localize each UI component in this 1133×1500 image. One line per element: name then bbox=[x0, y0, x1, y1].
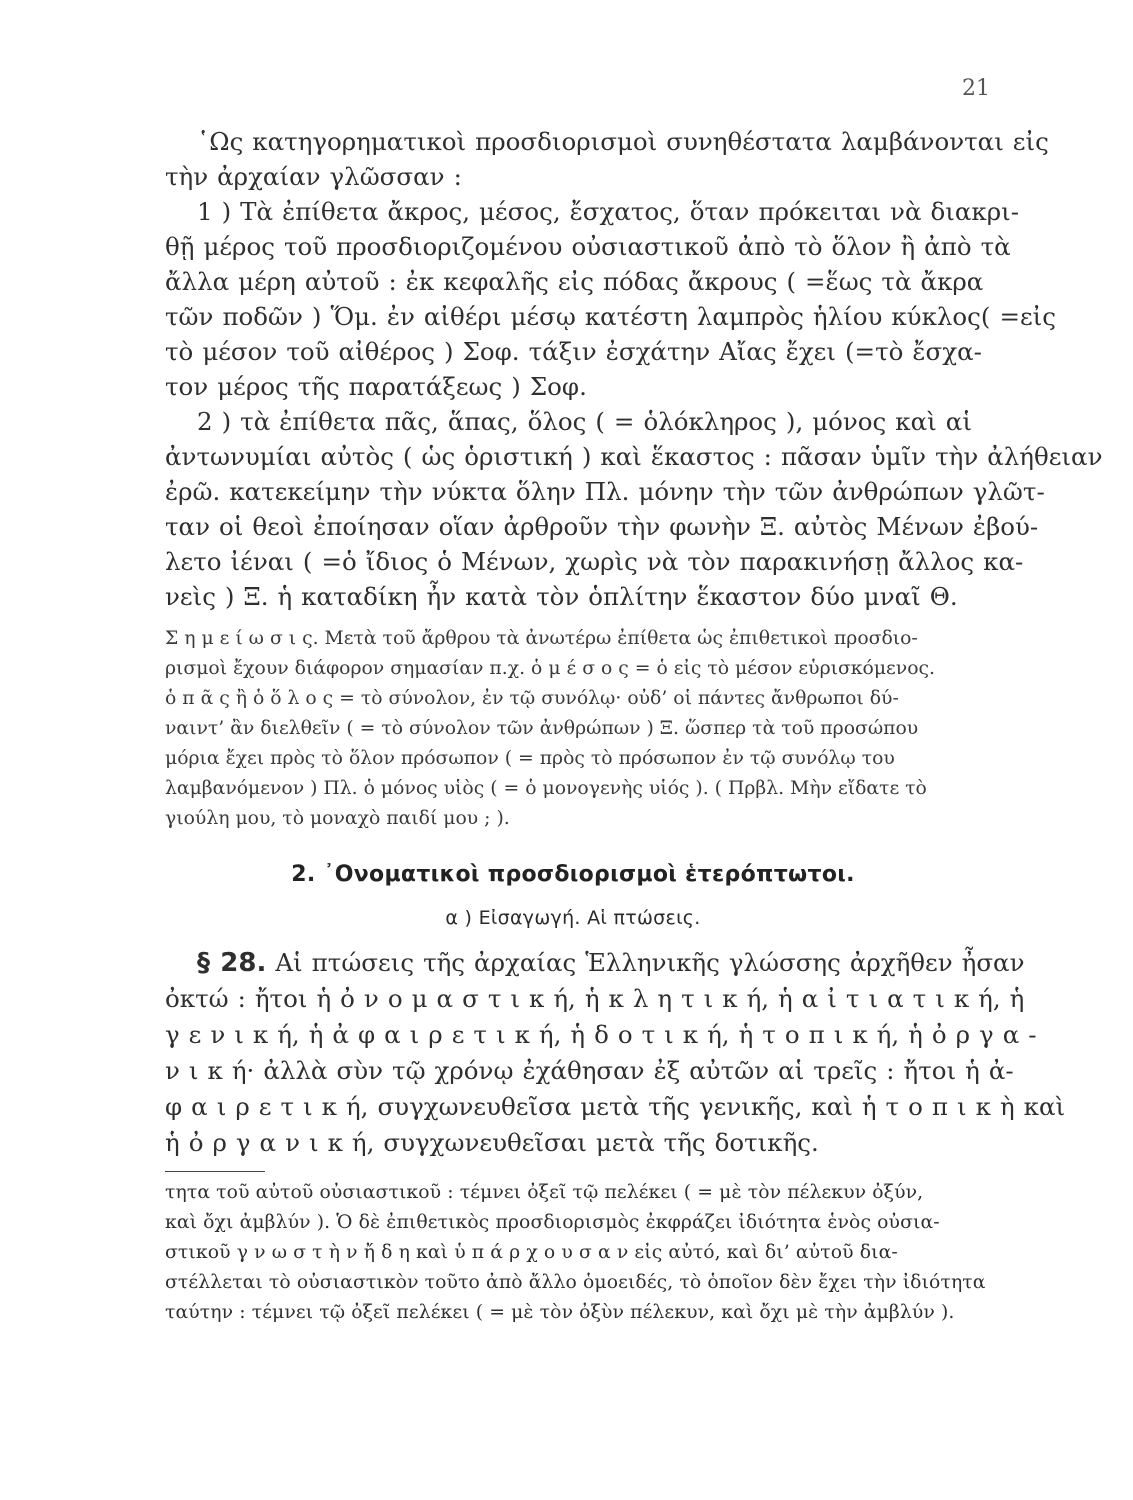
note-line: ὁ π ᾶ ς ἢ ὁ ὅ λ ο ς = τὸ σύνολον, ἐν τῷ συνόλῳ· οὐδ’ οἱ πάντες ἄνθρωποι δύ- bbox=[165, 688, 899, 709]
text-line: ταν οἱ θεοὶ ἐποίησαν οἵαν ἀρθροῦν τὴν φωνὴν Ξ. αὐτὸς Μένων ἐβού- bbox=[165, 512, 1039, 541]
footnote-line: ταύτην : τέμνει τῷ ὀξεῖ πελέκει ( = μὲ τὸν ὀξὺν πέλεκυν, καὶ ὄχι μὲ τὴν ἀμβλύν ). bbox=[165, 1302, 955, 1323]
text-line: 1 ) Τὰ ἐπίθετα ἄκρος, μέσος, ἔσχατος, ὅταν πρόκειται νὰ διακρι- bbox=[197, 197, 1020, 226]
text-line: τον μέρος τῆς παρατάξεως ) Σοφ. bbox=[165, 372, 587, 401]
note-line: λαμβανόμενον ) Πλ. ὁ μόνος υἱὸς ( = ὁ μονογενὴς υἱός ). ( Πρβλ. Μὴν εἴδατε τὸ bbox=[165, 778, 927, 799]
text-line: ν ι κ ή· ἀλλὰ σὺν τῷ χρόνῳ ἐχάθησαν ἐξ αὐτῶν αἱ τρεῖς : ἤτοι ἡ ἀ- bbox=[165, 1056, 1014, 1085]
footnote-line: καὶ ὄχι ἀμβλύν ). Ὁ δὲ ἐπιθετικὸς προσδιορισμὸς ἐκφράζει ἰδιότητα ἑνὸς οὐσια- bbox=[165, 1212, 940, 1233]
main-paragraph bbox=[165, 124, 1103, 614]
text-line: ἀντωνυμίαι αὐτὸς ( ὡς ὁριστική ) καὶ ἕκαστος : πᾶσαν ὑμῖν τὴν ἀλήθειαν bbox=[165, 442, 1103, 471]
text-line: ἐρῶ. κατεκείμην τὴν νύκτα ὅλην Πλ. μόνην τὴν τῶν ἀνθρώπων γλῶτ- bbox=[165, 477, 1045, 506]
note-line: μόρια ἔχει πρὸς τὸ ὅλον πρόσωπον ( = πρὸς τὸ πρόσωπον ἐν τῷ συνόλῳ του bbox=[165, 748, 895, 769]
text-line: ὀκτώ : ἤτοι ἡ ὀ ν ο μ α σ τ ι κ ή, ἡ κ λ η τ ι κ ή, ἡ α ἰ τ ι α τ ι κ ή, ἡ bbox=[165, 984, 1025, 1013]
footnote-line: στέλλεται τὸ οὐσιαστικὸν τοῦτο ἀπὸ ἄλλο ὁμοειδές, τὸ ὁποῖον δὲν ἔχει τὴν ἰδιότητα bbox=[165, 1272, 986, 1293]
page-number: 21 bbox=[962, 76, 990, 101]
footnote-divider bbox=[165, 1171, 265, 1172]
footnote-line: τητα τοῦ αὐτοῦ οὐσιαστικοῦ : τέμνει ὀξεῖ τῷ πελέκει ( = μὲ τὸν πέλεκυν ὀξύν, bbox=[165, 1182, 924, 1203]
note-line: Σ η μ ε ί ω σ ι ς. Μετὰ τοῦ ἄρθρου τὰ ἀνωτέρω ἐπίθετα ὡς ἐπιθετικοὶ προσδιο- bbox=[165, 628, 918, 649]
footnote-line: στικοῦ γ ν ω σ τ ὴ ν ἤ δ η καὶ ὑ π ά ρ χ ο υ σ α ν εἰς αὐτό, καὶ δι’ αὐτοῦ δια- bbox=[165, 1242, 898, 1263]
text-line: νεὶς ) Ξ. ἡ καταδίκη ἦν κατὰ τὸν ὁπλίτην ἕκαστον δύο μναῖ Θ. bbox=[165, 582, 958, 611]
note-line: ναιντ’ ἂν διελθεῖν ( = τὸ σύνολον τῶν ἀνθρώπων ) Ξ. ὥσπερ τὰ τοῦ προσώπου bbox=[165, 718, 919, 739]
text-line: ἡ ὀ ρ γ α ν ι κ ή, συγχωνευθεῖσαι μετὰ τῆς δοτικῆς. bbox=[165, 1128, 819, 1157]
text-line: τὴν ἀρχαίαν γλῶσσαν : bbox=[165, 162, 462, 191]
section-subheading: α ) Εἰσαγωγή. Αἱ πτώσεις. bbox=[445, 907, 701, 929]
section-number: § 28. bbox=[197, 948, 267, 978]
text-line-rest: Αἱ πτώσεις τῆς ἀρχαίας Ἑλληνικῆς γλώσσης ἀρχῆθεν ἦσαν bbox=[275, 948, 1025, 977]
footnote-block bbox=[165, 1178, 986, 1328]
text-line: 2 ) τὰ ἐπίθετα πᾶς, ἅπας, ὅλος ( = ὁλόκληρος ), μόνος καὶ αἱ bbox=[197, 407, 972, 436]
text-line: θῇ μέρος τοῦ προσδιοριζομένου οὐσιαστικοῦ ἀπὸ τὸ ὅλον ἢ ἀπὸ τὰ bbox=[165, 232, 1011, 261]
section-heading: 2. ᾿Ονοματικοὶ προσδιορισμοὶ ἑτερόπτωτοι. bbox=[291, 862, 855, 887]
text-line bbox=[165, 945, 1025, 981]
text-line: γ ε ν ι κ ή, ἡ ἀ φ α ι ρ ε τ ι κ ή, ἡ δ ο τ ι κ ή, ἡ τ ο π ι κ ή, ἡ ὀ ρ γ α - bbox=[165, 1020, 1037, 1049]
note-line: ρισμοὶ ἔχουν διάφορον σημασίαν π.χ. ὁ μ έ σ ο ς = ὁ εἰς τὸ μέσον εὑρισκόμενος. bbox=[165, 658, 936, 679]
text-line: ῾Ως κατηγορηματικοὶ προσδιορισμοὶ συνηθέστατα λαμβάνονται εἰς bbox=[197, 127, 1049, 156]
text-line: τὸ μέσον τοῦ αἰθέρος ) Σοφ. τάξιν ἐσχάτην Αἴας ἔχει (=τὸ ἔσχα- bbox=[165, 337, 982, 366]
section-paragraph bbox=[165, 945, 1066, 1161]
text-line: λετο ἰέναι ( =ὁ ἴδιος ὁ Μένων, χωρὶς νὰ τὸν παρακινήσῃ ἄλλος κα- bbox=[165, 547, 1024, 576]
text-line: ἄλλα μέρη αὐτοῦ : ἐκ κεφαλῆς εἰς πόδας ἄκρους ( =ἕως τὰ ἄκρα bbox=[165, 267, 984, 296]
text-line: τῶν ποδῶν ) Ὅμ. ἐν αἰθέρι μέσῳ κατέστη λαμπρὸς ἡλίου κύκλος( =εἰς bbox=[165, 302, 1057, 331]
note-block bbox=[165, 624, 981, 834]
page-body bbox=[165, 124, 1103, 1328]
text-line: φ α ι ρ ε τ ι κ ή, συγχωνευθεῖσα μετὰ τῆς γενικῆς, καὶ ἡ τ ο π ι κ ὴ καὶ bbox=[165, 1092, 1066, 1121]
note-line: γιούλη μου, τὸ μοναχὸ παιδί μου ; ). bbox=[165, 808, 510, 829]
